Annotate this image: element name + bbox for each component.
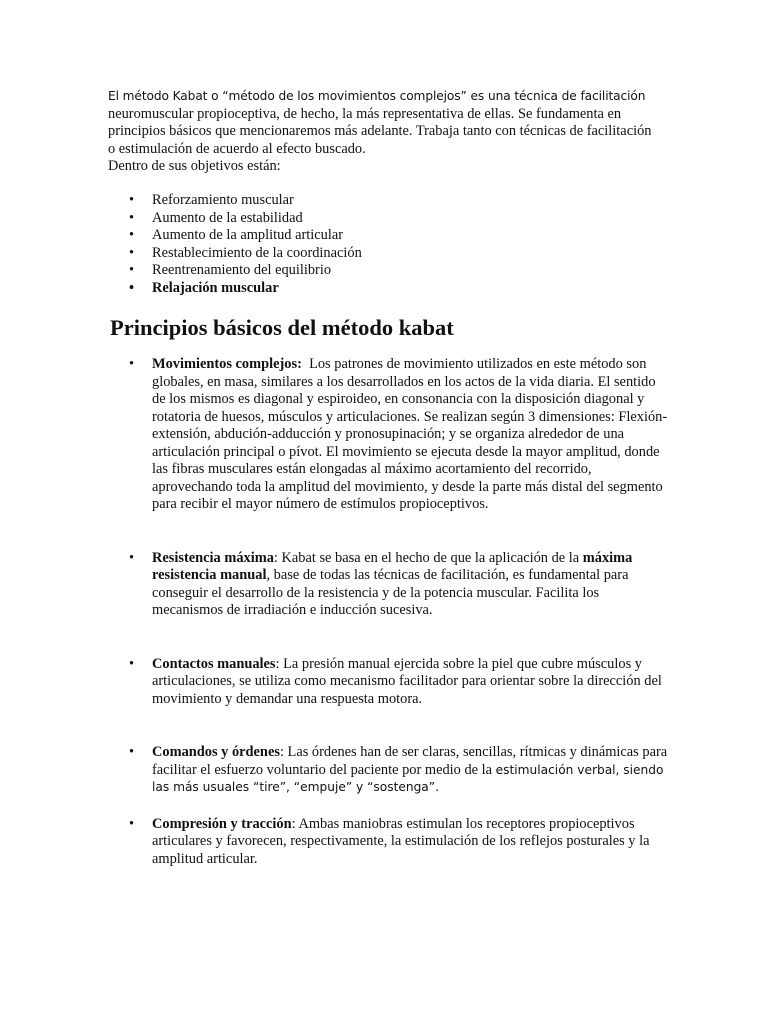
list-item bbox=[108, 192, 362, 210]
objective-text: Reforzamiento muscular bbox=[152, 192, 294, 208]
bullet-icon: • bbox=[129, 209, 135, 226]
objective-text: Aumento de la estabilidad bbox=[152, 209, 303, 226]
principle-text: : Kabat se basa en el hecho de que la aplicación de la bbox=[273, 549, 583, 566]
bullet-icon: • bbox=[129, 356, 135, 372]
principle-term: Contactos manuales bbox=[152, 655, 276, 672]
bullet-icon: • bbox=[129, 244, 135, 261]
principle-text: , base de todas las técnicas de facilitación, es fundamental para conseguir el desarrollo de la resistencia y de la potencia muscular. Facilita los mecanismos de irradiación e inducción sucesiva. bbox=[152, 567, 629, 618]
bullet-icon: • bbox=[129, 549, 135, 566]
intro-continuation: neuromuscular propioceptiva, de hecho, la más representativa de ellas. Se fundamenta en principios básicos que mencionaremos más adelante. Trabaja tanto con técnicas de facilitación o estimulación de acuerdo al efecto buscado. bbox=[108, 105, 652, 157]
section-heading: Principios básicos del método kabat bbox=[110, 315, 454, 340]
principle-term: Resistencia máxima bbox=[152, 549, 274, 566]
bullet-icon: • bbox=[129, 744, 135, 760]
objective-text: Relajación muscular bbox=[152, 279, 279, 296]
objectives-list bbox=[108, 192, 362, 297]
bullet-icon: • bbox=[129, 192, 135, 208]
principle-text: : Ambas maniobras estimulan los receptores propioceptivos articulares y favorecen, respectivamente, la estimulación de los reflejos posturales y la amplitud articular. bbox=[152, 815, 650, 867]
principle-item bbox=[108, 744, 668, 797]
bullet-icon: • bbox=[129, 655, 135, 672]
principles-list bbox=[108, 356, 668, 868]
principle-text: : La presión manual ejercida sobre la piel que cubre músculos y articulaciones, se utiliza como mecanismo facilitador para orientar sobre la dirección del movimiento y demandar una respuesta motora. bbox=[152, 655, 662, 707]
list-item bbox=[108, 227, 362, 245]
principle-text-verbal: estimulación verbal, siendo las más usuales “tire”, “empuje” y “sostenga”. bbox=[152, 762, 664, 794]
bullet-icon: • bbox=[129, 227, 135, 243]
intro-first-line: El método Kabat o “método de los movimientos complejos” es una técnica de facilitación bbox=[108, 89, 646, 103]
principle-item bbox=[108, 550, 668, 620]
bullet-icon: • bbox=[129, 262, 135, 278]
bullet-icon: • bbox=[129, 279, 135, 296]
principle-text: : Las órdenes han de ser claras, sencillas, rítmicas y dinámicas para facilitar el esfuerzo voluntario del paciente por medio de la bbox=[152, 744, 668, 778]
intro-paragraph bbox=[108, 88, 653, 176]
list-item bbox=[108, 280, 362, 298]
objective-text: Restablecimiento de la coordinación bbox=[152, 244, 362, 261]
principle-term: Movimientos complejos: bbox=[152, 356, 302, 372]
principle-item bbox=[108, 356, 668, 514]
list-item bbox=[108, 262, 362, 280]
principle-text: Los patrones de movimiento utilizados en este método son globales, en masa, similares a los desarrollados en los actos de la vida diaria. El sentido de los mismos es diagonal y espiroideo, en consonancia con la disposición diagonal y rotatoria de huesos, músculos y articulaciones. Se realizan según 3 dimensiones: Flexión-extensión, abdución-adducción y pronosupinación; y se organiza alrededor de una articulación principal o pívot. El movimiento se ejecuta desde la mayor amplitud, donde las fibras musculares están elongadas al máximo acortamiento del recorrido, aprovechando toda la amplitud del movimiento, y desde la parte más distal del segmento para recibir el mayor número de estímulos propioceptivos. bbox=[152, 356, 668, 512]
objective-text: Reentrenamiento del equilibrio bbox=[152, 262, 332, 278]
list-item bbox=[108, 245, 362, 263]
intro-text bbox=[108, 88, 653, 158]
principle-term: Compresión y tracción bbox=[152, 815, 292, 832]
list-item bbox=[108, 210, 362, 228]
bullet-icon: • bbox=[129, 815, 135, 832]
objective-text: Aumento de la amplitud articular bbox=[152, 227, 344, 243]
principle-item bbox=[108, 816, 668, 869]
objectives-intro: Dentro de sus objetivos están: bbox=[108, 158, 281, 174]
principle-emphasis: máxima resistencia manual bbox=[152, 549, 633, 583]
principle-term: Comandos y órdenes bbox=[152, 744, 280, 760]
principle-item bbox=[108, 656, 668, 709]
